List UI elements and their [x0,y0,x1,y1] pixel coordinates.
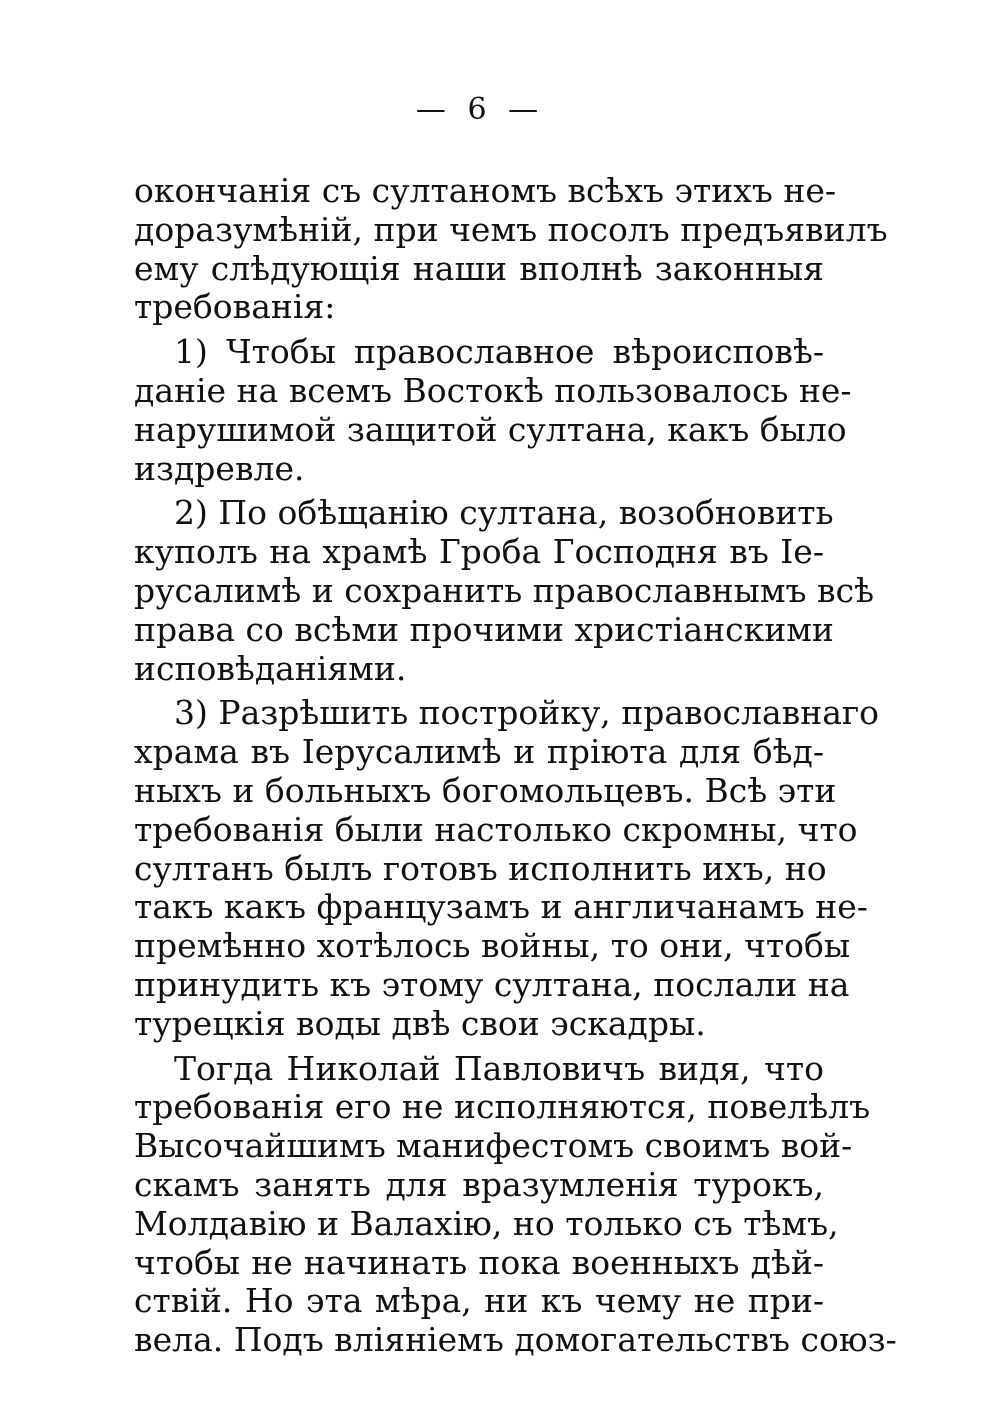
text-line: турецкія воды двѣ свои эскадры. [134,1003,706,1043]
text-line: русалимѣ и сохранить православнымъ всѣ [134,570,874,610]
paragraph-3 [134,493,874,688]
text-line: Высочайшимъ манифестомъ своимъ вой- [134,1126,853,1166]
text-line: ныхъ и больныхъ богомольцевъ. Всѣ эти [134,770,837,810]
text-line: нарушимой защитой султана, какъ было [134,409,847,449]
text-line: доразумѣній, при чемъ посолъ предъявилъ [134,209,888,249]
text-line: права со всѣми прочими христіанскими [134,609,834,649]
text-line: Молдавію и Валахію, но только съ тѣмъ, [134,1203,839,1243]
text-line: требованія его не исполняются, повелѣлъ [134,1087,871,1127]
text-line: 1) Чтобы православное вѣроисповѣ- [174,332,824,372]
text-line: исповѣданіями. [134,648,407,688]
text-line: Тогда Николай Павловичъ видя, что [174,1048,824,1088]
text-line: ему слѣдующія наши вполнѣ законныя [134,248,824,288]
text-line: издревле. [134,448,305,488]
text-line: премѣнно хотѣлось войны, то они, чтобы [134,926,851,966]
text-line: храма въ Іерусалимѣ и пріюта для бѣд- [134,732,824,772]
paragraph-4 [134,693,880,1043]
text-line: ствій. Но эта мѣра, ни къ чему не при- [134,1281,824,1321]
text-line: 3) Разрѣшить постройку, православнаго [174,693,880,733]
text-line: султанъ былъ готовъ исполнить ихъ, но [134,848,827,888]
text-line: чтобы не начинать пока военныхъ дѣй- [134,1242,824,1282]
paragraph-5 [134,1048,897,1360]
text-line: такъ какъ французамъ и англичанамъ не- [134,887,868,927]
text-line: требованія были настолько скромны, что [134,809,858,849]
paragraph-1 [134,171,888,327]
text-line: куполъ на храмѣ Гроба Господня въ Іе- [134,532,824,572]
text-line: вела. Подъ вліяніемъ домогательствъ союз- [134,1320,897,1360]
text-line: 2) По обѣщанію султана, возобновить [174,493,834,533]
text-line: окончанія съ султаномъ всѣхъ этихъ не- [134,171,837,210]
body-text [134,171,897,1360]
paragraph-2 [134,332,852,488]
text-line: даніе на всемъ Востокѣ пользовалось не- [134,370,852,410]
page-number: — 6 — [415,92,545,127]
text-line: принудить къ этому султана, послали на [134,964,850,1004]
text-line: скамъ занять для вразумленія турокъ, [134,1164,824,1204]
text-line: требованія: [134,287,336,327]
